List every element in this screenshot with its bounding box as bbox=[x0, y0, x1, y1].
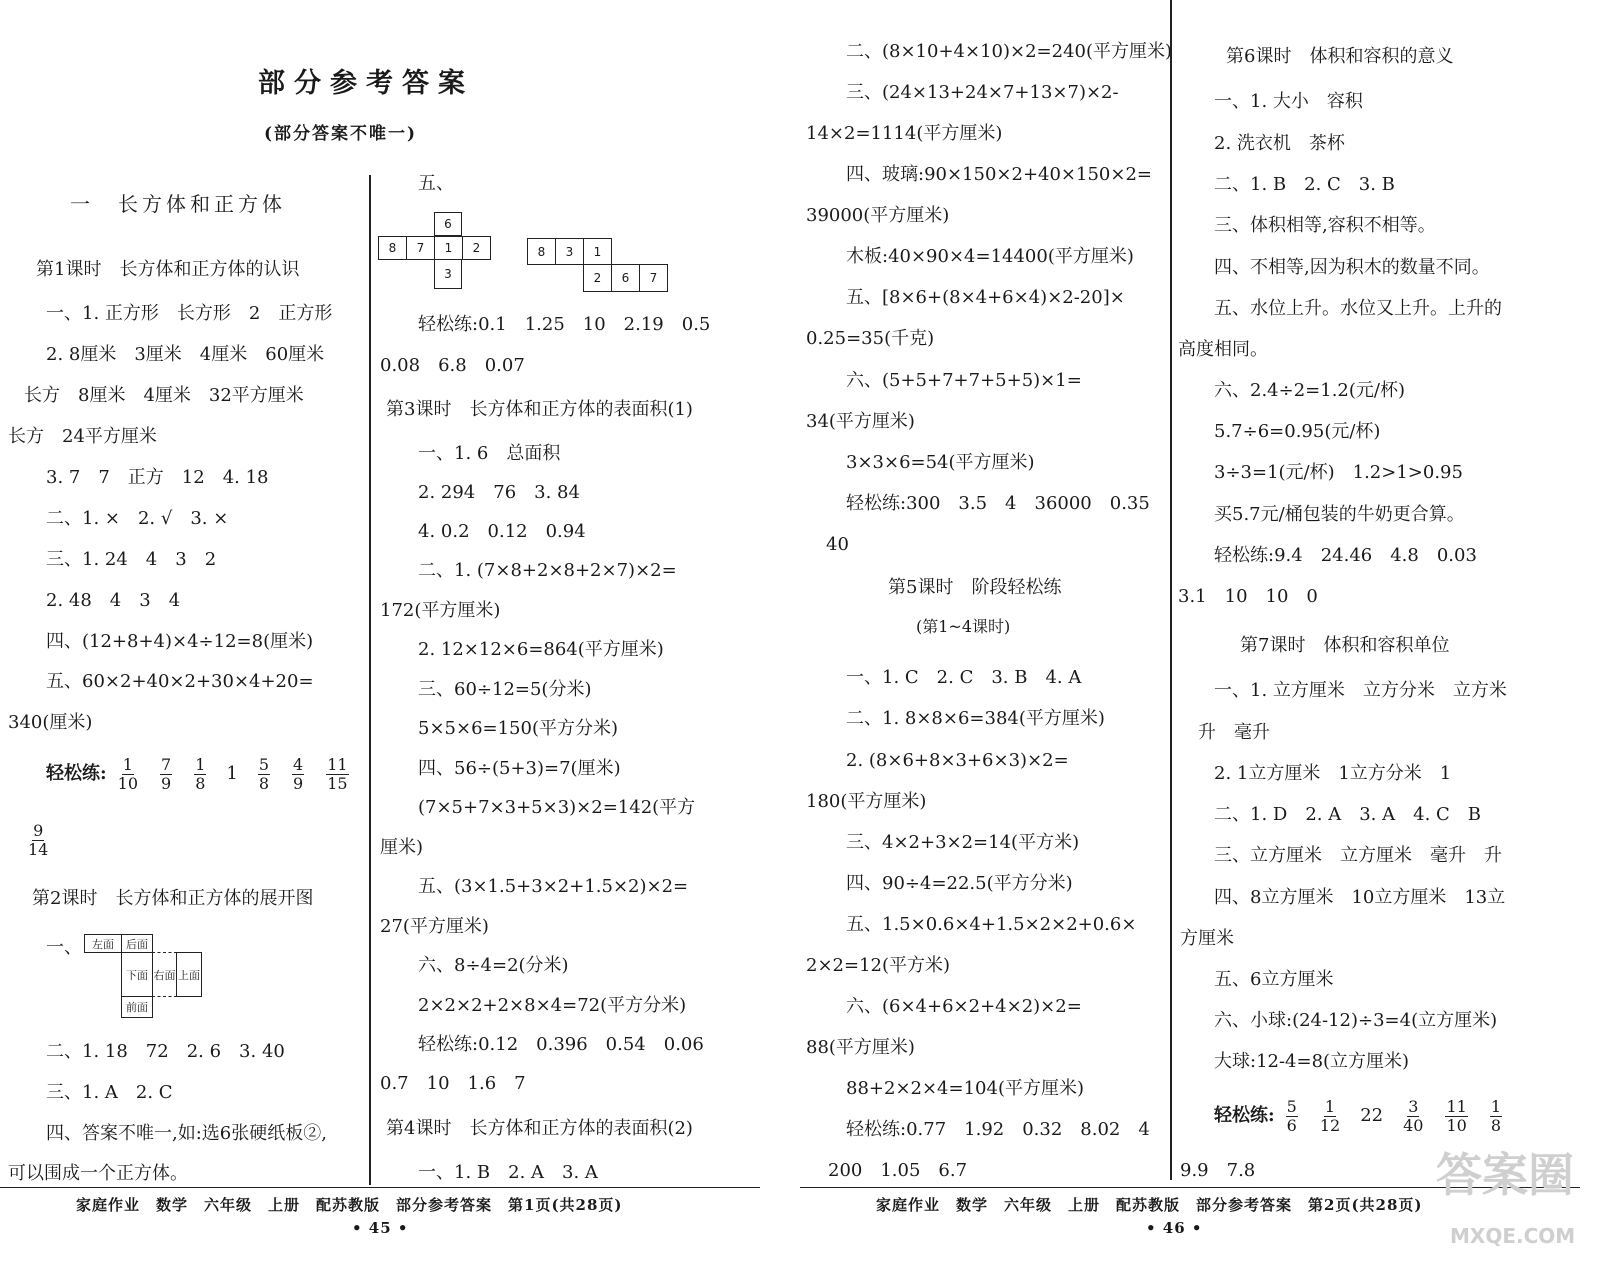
answer-line: 172(平方厘米) bbox=[380, 600, 501, 621]
answer-line: 木板:40×90×4=14400(平方厘米) bbox=[846, 246, 1134, 267]
footer-info: 家庭作业 数学 六年级 上册 配苏教版 部分参考答案 第1页(共28页) bbox=[76, 1196, 623, 1214]
page-subtitle: (部分答案不唯一) bbox=[264, 124, 418, 144]
page-number: • 45 • bbox=[352, 1219, 409, 1237]
whole-number: 22 bbox=[1360, 1105, 1384, 1126]
answer-line: 39000(平方厘米) bbox=[806, 205, 950, 226]
answer-line: 五、水位上升。水位又上升。上升的 bbox=[1214, 298, 1502, 319]
answer-line: 四、8立方厘米 10立方厘米 13立 bbox=[1214, 887, 1506, 908]
answer-line: 2. 1立方厘米 1立方分米 1 bbox=[1214, 763, 1452, 784]
answer-line: 六、(6×4+6×2+4×2)×2= bbox=[846, 996, 1082, 1017]
lesson-3-heading: 第3课时 长方体和正方体的表面积(1) bbox=[386, 399, 693, 420]
easy-practice: 轻松练:0.1 1.25 10 2.19 0.5 bbox=[418, 314, 711, 335]
answer-line: 14×2=1114(平方厘米) bbox=[806, 123, 1003, 144]
answer-line: 一、1. C 2. C 3. B 4. A bbox=[846, 667, 1082, 688]
answer-line: 五、[8×6+(8×4+6×4)×2-20]× bbox=[846, 287, 1125, 308]
answer-line: 5.7÷6=0.95(元/杯) bbox=[1214, 421, 1381, 442]
answer-line: 四、不相等,因为积木的数量不同。 bbox=[1214, 257, 1490, 278]
easy-practice-label: 轻松练: bbox=[1214, 1105, 1275, 1126]
lesson-5-heading: 第5课时 阶段轻松练 bbox=[888, 577, 1062, 598]
net-face-top: 上面 bbox=[176, 952, 202, 997]
answer-line: 三、体积相等,容积不相等。 bbox=[1214, 215, 1436, 236]
easy-practice-fractions bbox=[46, 752, 360, 796]
net-cell: 7 bbox=[639, 264, 668, 292]
page-number: • 46 • bbox=[1146, 1219, 1203, 1237]
easy-practice: 轻松练:300 3.5 4 36000 0.35 bbox=[846, 493, 1150, 514]
easy-practice-label: 轻松练: bbox=[46, 763, 107, 784]
answer-line: 一、1. 大小 容积 bbox=[1214, 91, 1363, 112]
net-cell: 1 bbox=[434, 236, 463, 260]
answer-line: 五、1.5×0.6×4+1.5×2×2+0.6× bbox=[846, 914, 1137, 935]
answer-line: 大球:12-4=8(立方厘米) bbox=[1214, 1051, 1410, 1072]
answer-line: 五、6立方厘米 bbox=[1214, 969, 1334, 990]
answer-line: 2. 8厘米 3厘米 4厘米 60厘米 bbox=[46, 344, 325, 365]
chapter-heading: 一 长方体和正方体 bbox=[70, 192, 286, 216]
net-face-front: 前面 bbox=[121, 996, 153, 1018]
fraction: $\frac{5}{8}$ bbox=[258, 754, 270, 793]
answer-line: 34(平方厘米) bbox=[806, 411, 915, 432]
answer-line: 一、1. B 2. A 3. A bbox=[418, 1162, 598, 1183]
answer-line: 三、1. 24 4 3 2 bbox=[46, 549, 217, 570]
answer-line: 0.7 10 1.6 7 bbox=[380, 1073, 526, 1094]
page-title: 部分参考答案 bbox=[258, 68, 474, 99]
easy-practice-fractions bbox=[1214, 1094, 1513, 1138]
answer-line: 三、1. A 2. C bbox=[46, 1082, 173, 1103]
answer-line: 五、(3×1.5+3×2+1.5×2)×2= bbox=[418, 876, 689, 897]
answer-line: 买5.7元/桶包装的牛奶更合算。 bbox=[1214, 504, 1465, 525]
answer-line: 厘米) bbox=[380, 837, 424, 858]
net-face-bottom: 下面 bbox=[121, 952, 153, 997]
answer-line: 三、立方厘米 立方厘米 毫升 升 bbox=[1214, 845, 1502, 866]
net-cell: 6 bbox=[611, 264, 640, 292]
answer-line: 三、60÷12=5(分米) bbox=[418, 679, 592, 700]
answer-line: 六、2.4÷2=1.2(元/杯) bbox=[1214, 380, 1405, 401]
answer-line: 高度相同。 bbox=[1178, 339, 1268, 360]
answer-line: 一、 bbox=[46, 937, 82, 958]
answer-line: 2. (8×6+8×3+6×3)×2= bbox=[846, 750, 1069, 771]
easy-practice: 轻松练:0.12 0.396 0.54 0.06 bbox=[418, 1034, 704, 1055]
answer-line: 二、1. B 2. C 3. B bbox=[1214, 174, 1395, 195]
answer-line: 三、(24×13+24×7+13×7)×2- bbox=[846, 82, 1119, 103]
whole-number: 1 bbox=[226, 763, 238, 784]
answer-line: 长方 24平方厘米 bbox=[8, 426, 157, 447]
answer-line: 9.9 7.8 bbox=[1180, 1160, 1256, 1181]
answer-line: 六、小球:(24-12)÷3=4(立方厘米) bbox=[1214, 1010, 1498, 1031]
easy-practice: 轻松练:0.77 1.92 0.32 8.02 4 bbox=[846, 1119, 1150, 1140]
answer-line: 四、90÷4=22.5(平方分米) bbox=[846, 873, 1073, 894]
answer-line: 二、1. D 2. A 3. A 4. C B bbox=[1214, 804, 1482, 825]
answer-line: 340(厘米) bbox=[8, 712, 93, 733]
answer-line: 方厘米 bbox=[1180, 928, 1234, 949]
fraction: $\frac{7}{9}$ bbox=[161, 754, 172, 793]
fraction: $\frac{11}{10}$ bbox=[1446, 1096, 1467, 1135]
answer-line: 2. 48 4 3 4 bbox=[46, 590, 181, 611]
answer-line: 六、(5+5+7+7+5+5)×1= bbox=[846, 370, 1082, 391]
answer-line: 长方 8厘米 4厘米 32平方厘米 bbox=[24, 385, 304, 406]
answer-line: 2. 12×12×6=864(平方厘米) bbox=[418, 639, 664, 660]
column-divider bbox=[369, 175, 371, 1185]
answer-line: 一、1. 正方形 长方形 2 正方形 bbox=[46, 303, 333, 324]
easy-practice: 轻松练:9.4 24.46 4.8 0.03 bbox=[1214, 545, 1477, 566]
answer-line: 四、56÷(5+3)=7(厘米) bbox=[418, 758, 621, 779]
fraction: $\frac{5}{6}$ bbox=[1286, 1096, 1297, 1135]
net-cell: 6 bbox=[434, 212, 462, 236]
answer-line: 一、1. 6 总面积 bbox=[418, 443, 561, 464]
lesson-7-heading: 第7课时 体积和容积单位 bbox=[1240, 635, 1450, 656]
lesson-4-heading: 第4课时 长方体和正方体的表面积(2) bbox=[386, 1118, 693, 1139]
answer-line: 27(平方厘米) bbox=[380, 916, 489, 937]
answer-line: 40 bbox=[826, 534, 849, 555]
fraction: $\frac{1}{10}$ bbox=[117, 754, 139, 793]
footer-rule bbox=[0, 1187, 760, 1188]
answer-line: 0.25=35(千克) bbox=[806, 328, 935, 349]
net-cell: 8 bbox=[527, 238, 556, 265]
answer-line: 3×3×6=54(平方厘米) bbox=[846, 452, 1035, 473]
answer-line: 五、 bbox=[418, 173, 454, 194]
answer-line: 五、60×2+40×2+30×4+20= bbox=[46, 671, 314, 692]
answer-line: 3.1 10 10 0 bbox=[1178, 586, 1318, 607]
answer-line: 二、1. × 2. √ 3. × bbox=[46, 508, 229, 529]
column-divider bbox=[1170, 0, 1172, 1180]
net-cell: 3 bbox=[555, 238, 584, 265]
net-cell: 3 bbox=[434, 259, 462, 289]
answer-line: (7×5+7×3+5×3)×2=142(平方 bbox=[418, 797, 696, 818]
answer-line: 2×2×2+2×8×4=72(平方分米) bbox=[418, 995, 687, 1016]
net-cell: 8 bbox=[378, 236, 407, 260]
answer-line: 2. 294 76 3. 84 bbox=[418, 482, 580, 503]
fraction: $\frac{1}{8}$ bbox=[1490, 1096, 1502, 1135]
answer-line: 四、(12+8+4)×4÷12=8(厘米) bbox=[46, 631, 314, 652]
lesson-5-subheading: (第1~4课时) bbox=[916, 617, 1011, 636]
lesson-2-heading: 第2课时 长方体和正方体的展开图 bbox=[32, 888, 314, 909]
footer-info: 家庭作业 数学 六年级 上册 配苏教版 部分参考答案 第2页(共28页) bbox=[876, 1196, 1423, 1214]
fraction: $\frac{1}{12}$ bbox=[1319, 1096, 1341, 1135]
fraction: $\frac{1}{8}$ bbox=[195, 754, 206, 793]
answer-line: 四、答案不唯一,如:选6张硬纸板②, bbox=[46, 1123, 327, 1144]
answer-line: 可以围成一个正方体。 bbox=[8, 1163, 188, 1184]
fraction: $\frac{3}{40}$ bbox=[1403, 1096, 1424, 1135]
lesson-6-heading: 第6课时 体积和容积的意义 bbox=[1226, 46, 1454, 67]
answer-line: 四、玻璃:90×150×2+40×150×2= bbox=[846, 164, 1152, 185]
fraction: $\frac{11}{15}$ bbox=[327, 754, 348, 793]
answer-line: 二、1. 8×8×6=384(平方厘米) bbox=[846, 708, 1105, 729]
net-cell: 2 bbox=[462, 236, 491, 260]
answer-line: 4. 0.2 0.12 0.94 bbox=[418, 521, 586, 542]
answer-line: 2×2=12(平方米) bbox=[806, 955, 951, 976]
answer-line: 5×5×6=150(平方分米) bbox=[418, 718, 619, 739]
answer-line: 二、1. 18 72 2. 6 3. 40 bbox=[46, 1041, 285, 1062]
answer-line: 升 毫升 bbox=[1198, 722, 1270, 743]
net-face-left: 左面 bbox=[84, 934, 122, 953]
watermark-logo: 答案圈 bbox=[1436, 1148, 1574, 1202]
answer-line: 一、1. 立方厘米 立方分米 立方米 bbox=[1214, 680, 1507, 701]
answer-line: 三、4×2+3×2=14(平方米) bbox=[846, 832, 1080, 853]
answer-line: 0.08 6.8 0.07 bbox=[380, 355, 525, 376]
answer-line: 200 1.05 6.7 bbox=[828, 1160, 968, 1181]
answer-line: 180(平方厘米) bbox=[806, 791, 927, 812]
answer-line: 六、8÷4=2(分米) bbox=[418, 955, 569, 976]
answer-line: 3. 7 7 正方 12 4. 18 bbox=[46, 467, 269, 488]
net-face-back: 后面 bbox=[121, 934, 153, 953]
fraction: $\frac{9}{14}$ bbox=[28, 820, 49, 859]
net-cell: 7 bbox=[406, 236, 435, 260]
answer-line: 88+2×2×4=104(平方厘米) bbox=[846, 1078, 1084, 1099]
fraction: $\frac{4}{9}$ bbox=[293, 754, 304, 793]
net-cell: 1 bbox=[583, 238, 612, 265]
answer-line: 3÷3=1(元/杯) 1.2>1>0.95 bbox=[1214, 462, 1463, 483]
answer-line: 2. 洗衣机 茶杯 bbox=[1214, 133, 1345, 154]
lesson-1-heading: 第1课时 长方体和正方体的认识 bbox=[36, 259, 300, 280]
net-face-right: 右面 bbox=[152, 952, 177, 997]
watermark-url: MXQE.COM bbox=[1450, 1224, 1576, 1248]
answer-line: 二、1. (7×8+2×8+2×7)×2= bbox=[418, 560, 677, 581]
net-cell: 2 bbox=[583, 264, 612, 292]
answer-line: 二、(8×10+4×10)×2=240(平方厘米) bbox=[846, 41, 1173, 62]
answer-line: 88(平方厘米) bbox=[806, 1037, 915, 1058]
fraction-continued bbox=[22, 818, 54, 862]
